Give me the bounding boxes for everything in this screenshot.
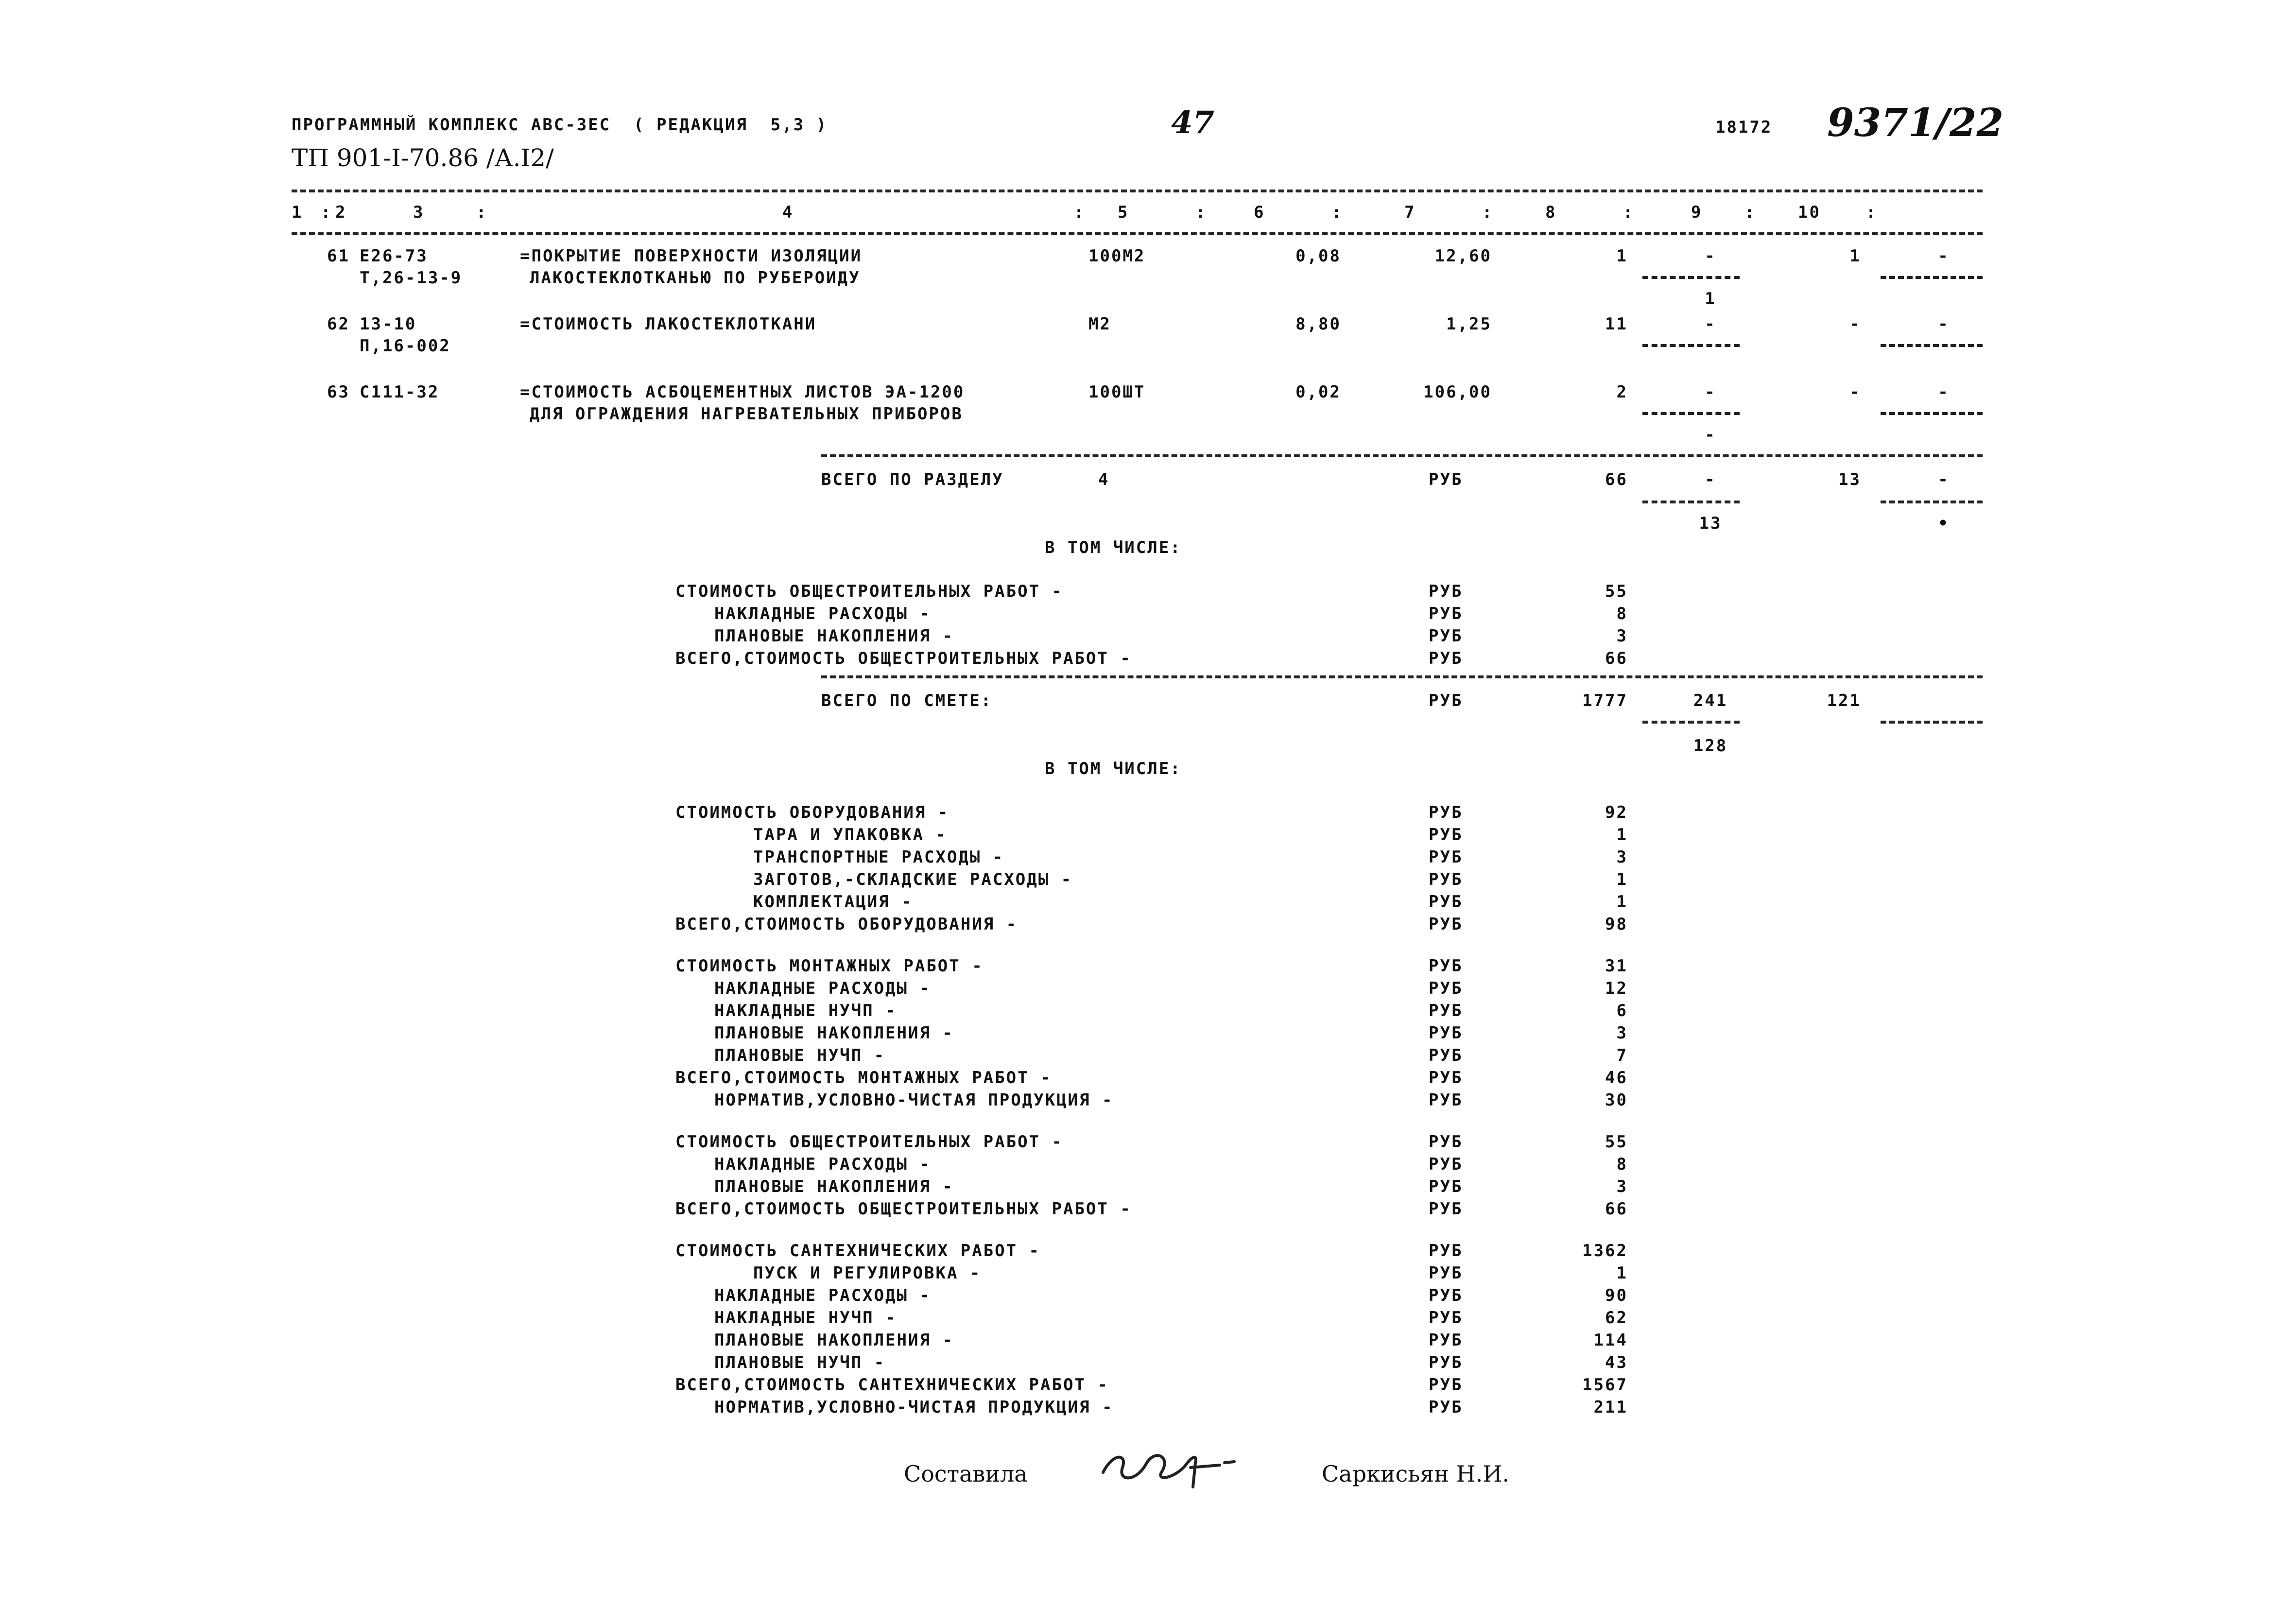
breakdown-label: ПЛАНОВЫЕ НАКОПЛЕНИЯ - bbox=[714, 1177, 954, 1196]
breakdown-label: НАКЛАДНЫЕ НУЧП - bbox=[714, 1308, 897, 1328]
table-rule bbox=[292, 232, 1983, 235]
breakdown-label: НАКЛАДНЫЕ РАСХОДЫ - bbox=[714, 1286, 931, 1305]
breakdown-value: 1 bbox=[1616, 892, 1628, 912]
column-header: 3 bbox=[413, 203, 425, 222]
row-code-secondary: П,16-002 bbox=[360, 336, 451, 356]
breakdown-label: СТОИМОСТЬ ОБЩЕСТРОИТЕЛЬНЫХ РАБОТ - bbox=[675, 1132, 1063, 1152]
estimate-total-c10-rule bbox=[1881, 721, 1983, 724]
breakdown-value: 1362 bbox=[1582, 1241, 1628, 1261]
breakdown-label: НАКЛАДНЫЕ НУЧП - bbox=[714, 1001, 897, 1020]
breakdown-value: 114 bbox=[1593, 1331, 1628, 1350]
column-header: 1 bbox=[292, 203, 303, 222]
breakdown-unit: РУБ bbox=[1429, 582, 1463, 601]
breakdown-label: СТОИМОСТЬ ОБОРУДОВАНИЯ - bbox=[675, 803, 949, 822]
row-number: 62 bbox=[327, 314, 350, 334]
row-description: =СТОИМОСТЬ АСБОЦЕМЕНТНЫХ ЛИСТОВ ЭА-1200 bbox=[520, 382, 965, 402]
breakdown-value: 12 bbox=[1605, 979, 1628, 998]
row-col10-rule bbox=[1881, 412, 1983, 415]
row-number: 61 bbox=[327, 246, 350, 266]
breakdown-unit: РУБ bbox=[1429, 626, 1463, 646]
breakdown-label: СТОИМОСТЬ САНТЕХНИЧЕСКИХ РАБОТ - bbox=[675, 1241, 1041, 1261]
breakdown-value: 6 bbox=[1616, 1001, 1628, 1020]
column-header: 6 bbox=[1254, 203, 1265, 222]
column-separator: : bbox=[1331, 203, 1343, 222]
breakdown-label: КОМПЛЕКТАЦИЯ - bbox=[753, 892, 913, 912]
breakdown-label: СТОИМОСТЬ МОНТАЖНЫХ РАБОТ - bbox=[675, 956, 984, 976]
row-col8-rule bbox=[1642, 412, 1740, 415]
row-col8: - bbox=[1705, 246, 1716, 266]
breakdown-label: ВСЕГО,СТОИМОСТЬ САНТЕХНИЧЕСКИХ РАБОТ - bbox=[675, 1375, 1109, 1395]
column-separator: : bbox=[1866, 203, 1878, 222]
breakdown-label: ВСЕГО,СТОИМОСТЬ МОНТАЖНЫХ РАБОТ - bbox=[675, 1068, 1052, 1088]
compiled-by-label: Составила bbox=[904, 1461, 1028, 1487]
breakdown-label: ТРАНСПОРТНЫЕ РАСХОДЫ - bbox=[753, 847, 1004, 867]
breakdown-value: 55 bbox=[1605, 1132, 1628, 1152]
row-col8-secondary: 1 bbox=[1705, 289, 1716, 309]
row-col8: - bbox=[1705, 382, 1716, 402]
column-header: 9 bbox=[1691, 203, 1703, 222]
breakdown-label: ТАРА И УПАКОВКА - bbox=[753, 825, 947, 845]
section-total-c10: - bbox=[1938, 470, 1950, 489]
row-col10-rule bbox=[1881, 344, 1983, 347]
breakdown-label: ПЛАНОВЫЕ НУЧП - bbox=[714, 1353, 886, 1372]
row-col7: 11 bbox=[1605, 314, 1628, 334]
row-col8: - bbox=[1705, 314, 1716, 334]
breakdown-value: 3 bbox=[1616, 626, 1628, 646]
breakdown-label: ВСЕГО,СТОИМОСТЬ ОБЩЕСТРОИТЕЛЬНЫХ РАБОТ - bbox=[675, 649, 1132, 668]
section-total-count: 4 bbox=[1098, 470, 1110, 489]
breakdown-unit: РУБ bbox=[1429, 1263, 1463, 1283]
breakdown-unit: РУБ bbox=[1429, 1046, 1463, 1065]
row-description-secondary: ЛАКОСТЕКЛОТКАНЬЮ ПО РУБЕРОИДУ bbox=[530, 268, 861, 288]
row-quantity: 0,08 bbox=[1295, 246, 1341, 266]
document-reference: ТП 901-I-70.86 /А.I2/ bbox=[292, 144, 554, 172]
program-title: ПРОГРАММНЫЙ КОМПЛЕКС АВС-ЗЕС ( РЕДАКЦИЯ 5,3 ) bbox=[292, 115, 828, 135]
breakdown-label: ПЛАНОВЫЕ НАКОПЛЕНИЯ - bbox=[714, 1331, 954, 1350]
breakdown-value: 30 bbox=[1605, 1090, 1628, 1110]
estimate-total-c8b: 128 bbox=[1693, 736, 1728, 756]
row-unit: М2 bbox=[1088, 314, 1111, 334]
breakdown-value: 66 bbox=[1605, 1199, 1628, 1219]
estimate-total-c7: 1777 bbox=[1582, 691, 1628, 710]
breakdown-unit: РУБ bbox=[1429, 1375, 1463, 1395]
column-header: 7 bbox=[1404, 203, 1416, 222]
row-description: =ПОКРЫТИЕ ПОВЕРХНОСТИ ИЗОЛЯЦИИ bbox=[520, 246, 863, 266]
row-col10: - bbox=[1938, 314, 1950, 334]
breakdown-label: НОРМАТИВ,УСЛОВНО-ЧИСТАЯ ПРОДУКЦИЯ - bbox=[714, 1398, 1114, 1417]
breakdown-label: ПУСК И РЕГУЛИРОВКА - bbox=[753, 1263, 982, 1283]
breakdown-unit: РУБ bbox=[1429, 604, 1463, 623]
column-header: 4 bbox=[782, 203, 794, 222]
breakdown-label: ВСЕГО,СТОИМОСТЬ ОБЩЕСТРОИТЕЛЬНЫХ РАБОТ - bbox=[675, 1199, 1132, 1219]
breakdown-value: 7 bbox=[1616, 1046, 1628, 1065]
breakdown-unit: РУБ bbox=[1429, 1353, 1463, 1372]
breakdown-value: 31 bbox=[1605, 956, 1628, 976]
row-code: 13-10 bbox=[360, 314, 417, 334]
section-total-c8: - bbox=[1705, 470, 1716, 489]
document-mark: 9371/22 bbox=[1827, 100, 2004, 145]
breakdown-value: 1567 bbox=[1582, 1375, 1628, 1395]
estimate-total-label: ВСЕГО ПО СМЕТЕ: bbox=[821, 691, 993, 710]
row-unit: 100М2 bbox=[1088, 246, 1146, 266]
breakdown-unit: РУБ bbox=[1429, 1199, 1463, 1219]
breakdown-value: 98 bbox=[1605, 915, 1628, 934]
breakdown-value: 8 bbox=[1616, 1155, 1628, 1174]
breakdown-unit: РУБ bbox=[1429, 1132, 1463, 1152]
breakdown-unit: РУБ bbox=[1429, 915, 1463, 934]
estimate-total-c8: 241 bbox=[1693, 691, 1728, 710]
column-header: 10 bbox=[1798, 203, 1821, 222]
estimate-total-rule bbox=[821, 675, 1983, 678]
section-total-c10-rule bbox=[1881, 501, 1983, 503]
column-header: 5 bbox=[1118, 203, 1129, 222]
breakdown-label: ПЛАНОВЫЕ НАКОПЛЕНИЯ - bbox=[714, 626, 954, 646]
section-total-c7: 66 bbox=[1605, 470, 1628, 489]
column-separator: : bbox=[1482, 203, 1494, 222]
estimate-total-unit: РУБ bbox=[1429, 691, 1463, 710]
column-separator: : bbox=[1074, 203, 1086, 222]
row-number: 63 bbox=[327, 382, 350, 402]
breakdown-label: НАКЛАДНЫЕ РАСХОДЫ - bbox=[714, 604, 931, 623]
row-description: =СТОИМОСТЬ ЛАКОСТЕКЛОТКАНИ bbox=[520, 314, 817, 334]
row-quantity: 0,02 bbox=[1295, 382, 1341, 402]
document-code: 18172 bbox=[1715, 118, 1773, 137]
breakdown-label: НАКЛАДНЫЕ РАСХОДЫ - bbox=[714, 1155, 931, 1174]
row-code-secondary: Т,26-13-9 bbox=[360, 268, 463, 288]
breakdown-label: СТОИМОСТЬ ОБЩЕСТРОИТЕЛЬНЫХ РАБОТ - bbox=[675, 582, 1063, 601]
breakdown-value: 90 bbox=[1605, 1286, 1628, 1305]
section-total-c8b: 13 bbox=[1699, 514, 1722, 533]
row-col8-secondary: - bbox=[1705, 425, 1716, 445]
breakdown-value: 1 bbox=[1616, 870, 1628, 889]
breakdown-label: НАКЛАДНЫЕ РАСХОДЫ - bbox=[714, 979, 931, 998]
breakdown-value: 3 bbox=[1616, 1023, 1628, 1043]
breakdown-unit: РУБ bbox=[1429, 979, 1463, 998]
breakdown-label: ЗАГОТОВ,-СКЛАДСКИЕ РАСХОДЫ - bbox=[753, 870, 1073, 889]
column-header: 2 bbox=[335, 203, 347, 222]
column-separator: : bbox=[321, 203, 332, 222]
breakdown-value: 3 bbox=[1616, 847, 1628, 867]
column-separator: : bbox=[1623, 203, 1635, 222]
row-col7: 1 bbox=[1616, 246, 1628, 266]
breakdown-unit: РУБ bbox=[1429, 1155, 1463, 1174]
table-rule bbox=[292, 190, 1983, 192]
breakdown-unit: РУБ bbox=[1429, 1177, 1463, 1196]
breakdown-unit: РУБ bbox=[1429, 1286, 1463, 1305]
column-separator: : bbox=[1195, 203, 1207, 222]
breakdown-value: 211 bbox=[1593, 1398, 1628, 1417]
breakdown-label: ПЛАНОВЫЕ НУЧП - bbox=[714, 1046, 886, 1065]
breakdown-unit: РУБ bbox=[1429, 825, 1463, 845]
row-unit: 100ШТ bbox=[1088, 382, 1146, 402]
section-total-unit: РУБ bbox=[1429, 470, 1463, 489]
breakdown-unit: РУБ bbox=[1429, 1398, 1463, 1417]
page-number: 47 bbox=[1171, 104, 1215, 141]
breakdown-unit: РУБ bbox=[1429, 1308, 1463, 1328]
breakdown-value: 43 bbox=[1605, 1353, 1628, 1372]
column-header: 8 bbox=[1545, 203, 1557, 222]
section-total-label: ВСЕГО ПО РАЗДЕЛУ bbox=[821, 470, 1004, 489]
breakdown-unit: РУБ bbox=[1429, 870, 1463, 889]
row-code: С111-32 bbox=[360, 382, 440, 402]
breakdown-value: 1 bbox=[1616, 1263, 1628, 1283]
breakdown-unit: РУБ bbox=[1429, 1023, 1463, 1043]
section-total-c9: 13 bbox=[1838, 470, 1861, 489]
breakdown-unit: РУБ bbox=[1429, 892, 1463, 912]
breakdown-value: 1 bbox=[1616, 825, 1628, 845]
row-col10: - bbox=[1938, 246, 1950, 266]
author-name: Саркисьян Н.И. bbox=[1322, 1461, 1510, 1487]
including-heading: В ТОМ ЧИСЛЕ: bbox=[1045, 538, 1182, 557]
section-total-c10b: • bbox=[1938, 514, 1950, 533]
breakdown-unit: РУБ bbox=[1429, 847, 1463, 867]
section-total-rule bbox=[821, 454, 1983, 457]
breakdown-unit: РУБ bbox=[1429, 1001, 1463, 1020]
row-price: 12,60 bbox=[1434, 246, 1492, 266]
row-col9: 1 bbox=[1849, 246, 1861, 266]
breakdown-unit: РУБ bbox=[1429, 1331, 1463, 1350]
section-total-c8-rule bbox=[1642, 501, 1740, 503]
breakdown-unit: РУБ bbox=[1429, 803, 1463, 822]
row-code: Е26-73 bbox=[360, 246, 428, 266]
estimate-total-c8-rule bbox=[1642, 721, 1740, 724]
column-separator: : bbox=[476, 203, 488, 222]
row-col10: - bbox=[1938, 382, 1950, 402]
row-col10-rule bbox=[1881, 276, 1983, 279]
breakdown-unit: РУБ bbox=[1429, 1068, 1463, 1088]
row-col7: 2 bbox=[1616, 382, 1628, 402]
breakdown-unit: РУБ bbox=[1429, 1090, 1463, 1110]
row-price: 1,25 bbox=[1446, 314, 1492, 334]
breakdown-unit: РУБ bbox=[1429, 649, 1463, 668]
row-col8-rule bbox=[1642, 276, 1740, 279]
breakdown-value: 62 bbox=[1605, 1308, 1628, 1328]
breakdown-value: 46 bbox=[1605, 1068, 1628, 1088]
row-col9: - bbox=[1849, 314, 1861, 334]
breakdown-value: 92 bbox=[1605, 803, 1628, 822]
including-heading: В ТОМ ЧИСЛЕ: bbox=[1045, 759, 1182, 778]
breakdown-unit: РУБ bbox=[1429, 1241, 1463, 1261]
breakdown-unit: РУБ bbox=[1429, 956, 1463, 976]
breakdown-value: 55 bbox=[1605, 582, 1628, 601]
row-col9: - bbox=[1849, 382, 1861, 402]
breakdown-label: ВСЕГО,СТОИМОСТЬ ОБОРУДОВАНИЯ - bbox=[675, 915, 1018, 934]
estimate-total-c9: 121 bbox=[1827, 691, 1861, 710]
breakdown-label: НОРМАТИВ,УСЛОВНО-ЧИСТАЯ ПРОДУКЦИЯ - bbox=[714, 1090, 1114, 1110]
row-quantity: 8,80 bbox=[1295, 314, 1341, 334]
breakdown-value: 66 bbox=[1605, 649, 1628, 668]
row-description-secondary: ДЛЯ ОГРАЖДЕНИЯ НАГРЕВАТЕЛЬНЫХ ПРИБОРОВ bbox=[530, 404, 963, 424]
breakdown-value: 3 bbox=[1616, 1177, 1628, 1196]
row-col8-rule bbox=[1642, 344, 1740, 347]
signature-image bbox=[1093, 1438, 1239, 1497]
breakdown-value: 8 bbox=[1616, 604, 1628, 623]
column-separator: : bbox=[1744, 203, 1756, 222]
breakdown-label: ПЛАНОВЫЕ НАКОПЛЕНИЯ - bbox=[714, 1023, 954, 1043]
row-price: 106,00 bbox=[1423, 382, 1492, 402]
